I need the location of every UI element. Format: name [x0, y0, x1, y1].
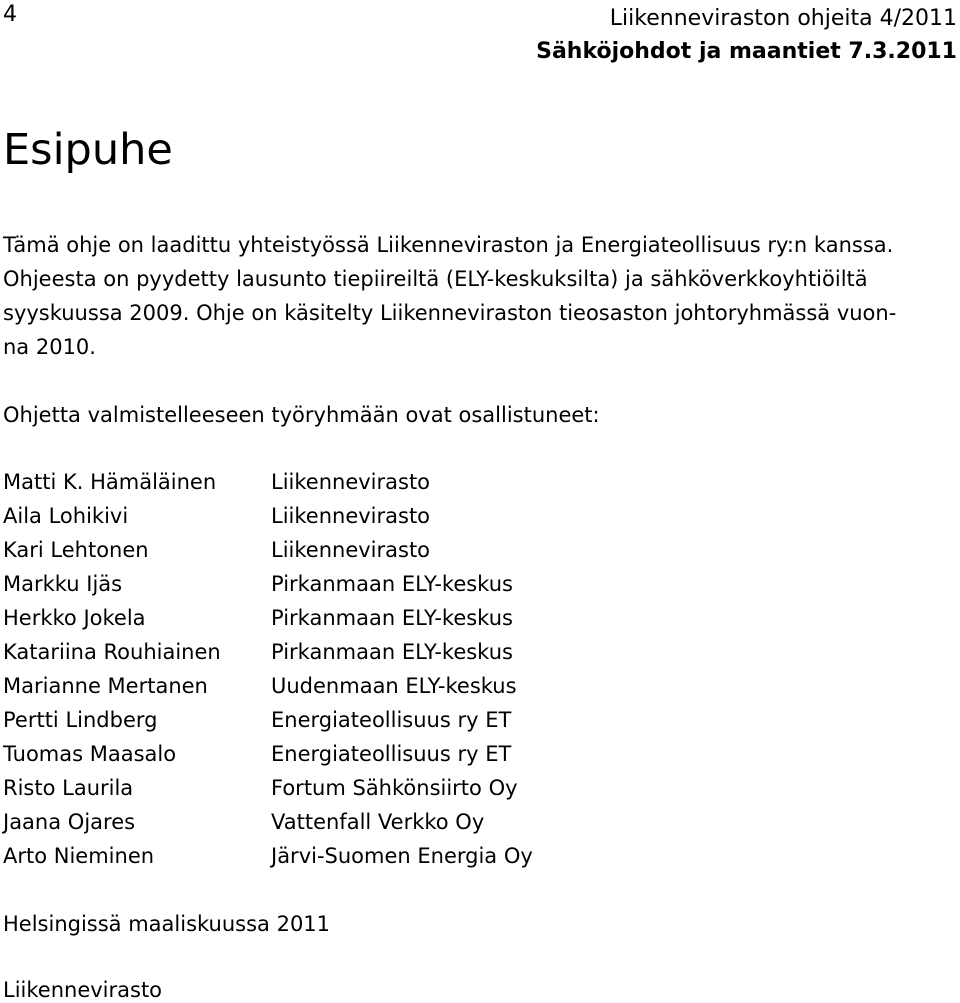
member-organization: Liikennevirasto: [271, 504, 431, 528]
page-number: 4: [3, 2, 17, 27]
member-row: [3, 703, 533, 737]
publication-subtitle: Sähköjohdot ja maantiet 7.3.2011: [536, 39, 957, 64]
member-organization: Pirkanmaan ELY-keskus: [271, 640, 513, 664]
member-name: Arto Nieminen: [3, 844, 155, 868]
member-row: [3, 839, 533, 873]
intro-line: Tämä ohje on laadittu yhteistyössä Liikenneviraston ja Energiateollisuus ry:n kanssa.: [3, 233, 894, 257]
member-name: Markku Ijäs: [3, 572, 123, 596]
member-name: Kari Lehtonen: [3, 538, 149, 562]
member-name: Pertti Lindberg: [3, 708, 158, 732]
member-organization: Järvi-Suomen Energia Oy: [271, 844, 533, 868]
signature: Liikennevirasto: [3, 978, 163, 1002]
working-group-list: [3, 465, 533, 873]
member-row: [3, 601, 533, 635]
intro-line: syyskuussa 2009. Ohje on käsitelty Liikenneviraston tieosaston johtoryhmässä vuon-: [3, 301, 897, 325]
member-organization: Pirkanmaan ELY-keskus: [271, 606, 513, 630]
running-header: [536, 2, 957, 68]
member-row: [3, 771, 533, 805]
member-organization: Liikennevirasto: [271, 470, 431, 494]
publication-series: Liikenneviraston ohjeita 4/2011: [609, 6, 957, 31]
member-row: [3, 635, 533, 669]
member-row: [3, 737, 533, 771]
member-name: Tuomas Maasalo: [3, 742, 177, 766]
members-intro: Ohjetta valmistelleeseen työryhmään ovat osallistuneet:: [3, 403, 600, 427]
member-organization: Fortum Sähkönsiirto Oy: [271, 776, 518, 800]
member-row: [3, 669, 533, 703]
place-and-date: Helsingissä maaliskuussa 2011: [3, 912, 331, 936]
member-row: [3, 533, 533, 567]
member-row: [3, 465, 533, 499]
member-name: Aila Lohikivi: [3, 504, 129, 528]
member-name: Matti K. Hämäläinen: [3, 470, 217, 494]
member-organization: Liikennevirasto: [271, 538, 431, 562]
member-organization: Energiateollisuus ry ET: [271, 742, 512, 766]
member-row: [3, 805, 533, 839]
member-name: Jaana Ojares: [3, 810, 136, 834]
page-title: Esipuhe: [3, 125, 173, 175]
member-organization: Pirkanmaan ELY-keskus: [271, 572, 513, 596]
member-organization: Energiateollisuus ry ET: [271, 708, 512, 732]
intro-paragraph: [3, 228, 955, 364]
member-name: Marianne Mertanen: [3, 674, 208, 698]
member-name: Katariina Rouhiainen: [3, 640, 221, 664]
member-organization: Vattenfall Verkko Oy: [271, 810, 485, 834]
intro-line: na 2010.: [3, 335, 96, 359]
member-organization: Uudenmaan ELY-keskus: [271, 674, 517, 698]
member-row: [3, 567, 533, 601]
intro-line: Ohjeesta on pyydetty lausunto tiepiireiltä (ELY-keskuksilta) ja sähköverkkoyhtiöiltä: [3, 267, 868, 291]
member-name: Herkko Jokela: [3, 606, 146, 630]
member-name: Risto Laurila: [3, 776, 134, 800]
member-row: [3, 499, 533, 533]
